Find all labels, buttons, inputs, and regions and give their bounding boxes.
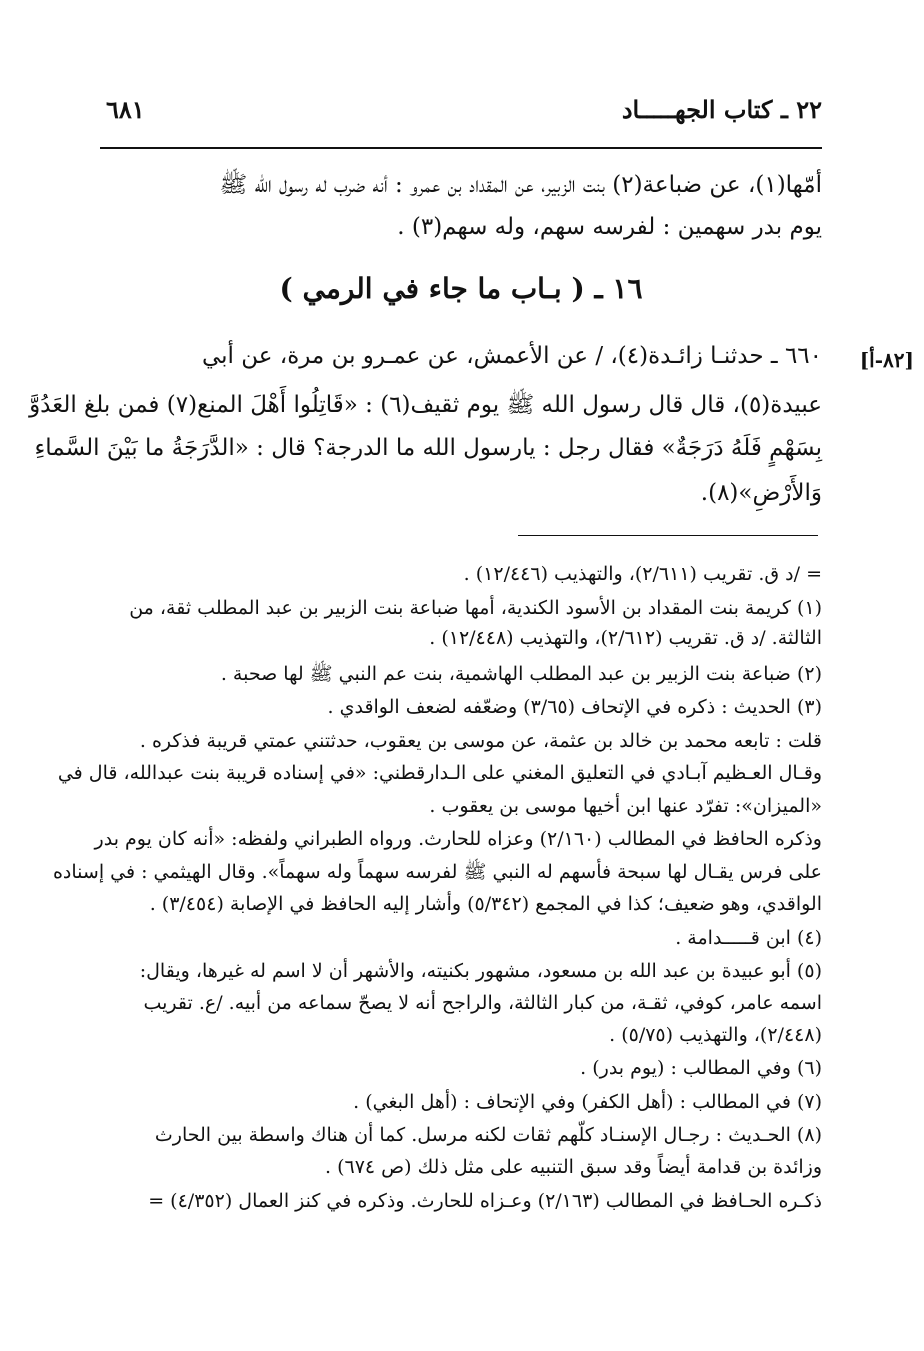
footnote-line: ذكـره الحـافظ في المطالب (٢/١٦٣) وعـزاه للحارث. وذكره في كنز العمال (٤/٣٥٢) = xyxy=(148,1190,822,1212)
footnote-line: الواقدي، وهو ضعيف؛ كذا في المجمع (٥/٣٤٢) وأشار إليه الحافظ في الإصابة (٣/٤٥٤) . xyxy=(149,893,822,915)
footnote-line: (٢) ضباعة بنت الزبير بن عبد المطلب الهاشمية، بنت عم النبي ﷺ لها صحبة . xyxy=(220,663,822,685)
footnote-line: (٣) الحديث : ذكره في الإتحاف (٣/٦٥) وضعّفه لضعف الواقدي . xyxy=(327,696,822,718)
footnote-line: (٧) في المطالب : (أهل الكفر) وفي الإتحاف : (أهل البغي) . xyxy=(353,1091,822,1113)
footnote-line: اسمه عامر، كوفي، ثقـة، من كبار الثالثة، والراجح أنه لا يصحّ سماعه من أبيه. /ع. تقريب xyxy=(143,992,822,1014)
running-title: ٢٢ ـ كتاب الجهـــــاد xyxy=(621,95,822,124)
footnote-separator xyxy=(518,535,818,536)
footnote-line: (٨) الحـديث : رجـال الإسنـاد كلّهم ثقات لكنه مرسل. كما أن هناك واسطة بين الحارث xyxy=(154,1124,822,1146)
margin-reference: [٨٢-أ] xyxy=(859,348,914,372)
body-line: أمّها(١)، عن ضباعة(٢) بنت الزبير، عن المقداد بن عمرو : أنه ضرب له رسول الله ﷺ xyxy=(219,172,822,198)
footnote-line: وقـال العـظيم آبـادي في التعليق المغني على الـدارقطني: «في إسناده قريبة بنت عبدالله، قال في xyxy=(57,762,822,784)
footnote-line: وذكره الحافظ في المطالب (٢/١٦٠) وعزاه للحارث. ورواه الطبراني ولفظه: «أنه كان يوم بدر xyxy=(94,828,822,850)
hadith-line: عبيدة(٥)، قال قال رسول الله ﷺ يوم ثقيف(٦) : «قَاتِلُوا أَهْلَ المنع(٧) فمن بلغ العَدُوَّ xyxy=(29,392,822,418)
footnote-line: وزائدة بن قدامة أيضاً وقد سبق التنبيه على مثل ذلك (ص ٦٧٤) . xyxy=(324,1156,822,1178)
page-number: ٦٨١ xyxy=(106,95,145,124)
footnote-line: (٥) أبو عبيدة بن عبد الله بن مسعود، مشهور بكنيته، والأشهر أن لا اسم له غيرها، ويقال: xyxy=(139,960,822,982)
footnote-line: (٤) ابن قـــــدامة . xyxy=(675,927,822,949)
hadith-line: وَالأَرْضِ»(٨). xyxy=(700,480,822,506)
footnote-line: (١) كريمة بنت المقداد بن الأسود الكندية، أمها ضباعة بنت الزبير بن عبد المطلب ثقة، من xyxy=(129,597,822,619)
chapter-title: ١٦ ـ ( بـاب ما جاء في الرمي ) xyxy=(279,272,643,305)
footnote-line: (٦) وفي المطالب : (يوم بدر) . xyxy=(580,1057,822,1079)
page-header xyxy=(100,95,822,131)
header-rule xyxy=(100,147,822,149)
footnote-line: قلت : تابعه محمد بن خالد بن عثمة، عن موسى بن يعقوب، حدثتني عمتي قريبة فذكره . xyxy=(139,730,822,752)
footnote-line: على فرس يقـال لها سبحة فأسهم له النبي ﷺ لفرسه سهماً وله سهماً». وقال الهيثمي : في إسناده xyxy=(52,861,822,883)
footnote-line: الثالثة. /د ق. تقريب (٢/٦١٢)، والتهذيب (١٢/٤٤٨) . xyxy=(429,627,822,649)
footnote-line: = /د ق. تقريب (٢/٦١١)، والتهذيب (١٢/٤٤٦) . xyxy=(463,563,822,585)
body-line: يوم بدر سهمين : لفرسه سهم، وله سهم(٣) . xyxy=(397,214,822,240)
hadith-line: ٦٦٠ ـ حدثنـا زائـدة(٤)، / عن الأعمش، عن عمـرو بن مرة، عن أبي xyxy=(201,343,822,369)
hadith-line: بِسَهْمٍ فَلَهُ دَرَجَةٌ» فقال رجل : يارسول الله ما الدرجة؟ قال : «الدَّرَجَةُ ما بَيْنَ السَّماءِ xyxy=(34,435,822,461)
footnote-line: «الميزان»: تفرّد عنها ابن أخيها موسى بن يعقوب . xyxy=(429,795,822,817)
footnote-line: (٢/٤٤٨)، والتهذيب (٥/٧٥) . xyxy=(609,1024,822,1046)
